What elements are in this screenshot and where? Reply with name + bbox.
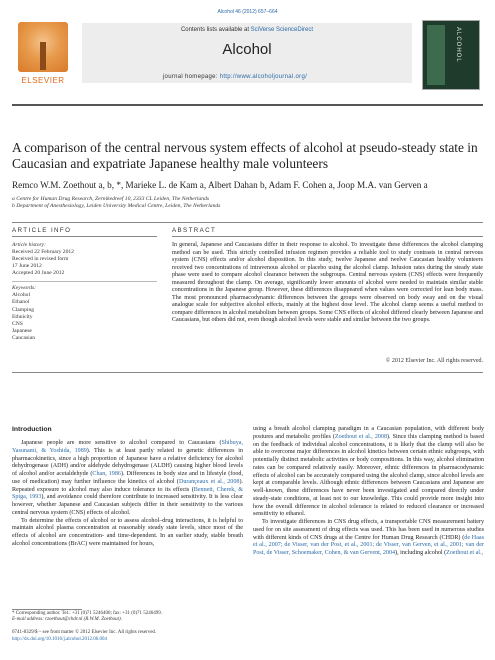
keywords-block (12, 285, 157, 343)
abstract-copyright: © 2012 Elsevier Inc. All rights reserved. (385, 358, 483, 364)
text-run: ), and avoidance could therefore contribute to increased sensitivity. It is less clear however, whether Japanese and Caucasian subjects differ in their sensitivity to the various central nervous system (CNS) effects of alcohol. (12, 494, 243, 516)
reference-link[interactable]: Zoethout et al., 2008 (334, 433, 388, 440)
article-info-label: ARTICLE INFO (12, 227, 72, 234)
corresponding-author-note: * Corresponding author. Tel.: +31 (0)71 5246400; fax: +31 (0)71 5246499. (12, 611, 163, 616)
intro-paragraph-2: To determine the effects of alcohol or to assess alcohol–drug interactions, it is helpful to maintain alcohol plasma concentration at reasonably steady state levels, since most of the effects of alcohol are concentration- and time-dependent. In an earlier study, stable breath alcohol concentrations (BrAC) were maintained for hours, (12, 517, 243, 547)
affiliation-b: b Department of Anesthesiology, Leiden University Medical Centre, Leiden, The Netherlands (12, 203, 221, 209)
reference-link[interactable]: Shibuya, Yasunami, & Yoshida, 1989 (12, 440, 243, 454)
elsevier-tree-icon (18, 22, 68, 72)
history-label: Article history: (12, 242, 47, 248)
keyword-item: Ethanol (12, 299, 30, 306)
cover-title: ALCOHOL (455, 27, 461, 63)
text-run: Japanese people are more sensitive to alcohol compared to Caucasians ( (21, 440, 222, 446)
keyword-item: Clamping (12, 306, 35, 313)
text-run: using a breath alcohol clamping paradigm in a Caucasian population, with different body postures and metabolic profiles ( (253, 426, 484, 440)
section-divider-bottom (12, 372, 483, 373)
article-history (12, 242, 157, 277)
contents-line (82, 27, 412, 33)
issn-line: 0741-8329/$ – see front matter © 2012 Elsevier Inc. All rights reserved. (12, 630, 157, 635)
reference-link[interactable]: de Haas et al., 2007; de Visser, van der Post, et al., 2001; de Visser, van Gerven, et al., 2001; van der Post, de Visser, Schoemaker, Cohen, & van Gervent, 2004 (253, 534, 484, 556)
reference-link[interactable]: Chan, 1986 (92, 471, 121, 477)
journal-name: Alcohol (222, 41, 272, 58)
text-run: To investigate differences in CNS drug effects, a transportable CNS measurement battery used for on site assessment of drug effects was used. This has been used in numerous studies with different kinds of CNS drugs at the Centre for Human Drug Research (CHDR) ( (253, 519, 484, 541)
text-run: ). Differences in body size and in lifestyle (food, use of medication) may further influence the kinetics of alcohol ( (12, 471, 243, 485)
author-email[interactable]: E-mail address: rzoethout@chdr.nl (R.W.M. Zoethout). (12, 617, 122, 622)
text-run: ), including alcohol ( (395, 550, 447, 556)
abstract-divider (172, 236, 483, 237)
text-run: ). This is at least partly related to genetic differences in pharmacokinetics, since a high proportion of Japanese have a relative deficiency for alcohol dehydrogenase (ADH) and/or aldehyde dehydrogenase (ALDH) causing higher blood levels of alcohol and/or acetaldehyde ( (12, 447, 243, 477)
info-divider (12, 236, 157, 237)
received-date: Received 22 February 2012 (12, 249, 74, 255)
keyword-item: Japanese (12, 328, 32, 335)
abstract-label: ABSTRACT (172, 227, 217, 234)
body-column-right (253, 426, 484, 558)
keywords-label: Keywords: (12, 285, 37, 291)
header-divider (12, 104, 483, 106)
intro-paragraph-1 (12, 440, 243, 518)
reference-link[interactable]: Zoethout et al., (446, 550, 484, 556)
reference-link[interactable]: Durançeaux et al., 2008 (178, 478, 240, 485)
publisher-name: ELSEVIER (21, 76, 65, 85)
keywords-divider (12, 281, 157, 282)
text-run: ). Repeated exposure to alcohol may also induce tolerance to its effects ( (12, 478, 243, 493)
homepage-line (70, 74, 400, 80)
homepage-link[interactable]: http://www.alcoholjournal.org/ (219, 74, 308, 80)
homepage-prefix: journal homepage: (162, 74, 220, 80)
journal-citation[interactable]: Alcohol 46 (2012) 657–664 (217, 9, 278, 15)
intro-paragraph-4 (253, 519, 484, 558)
text-run: ). Since this clamping method is based on the feedback of individual alcohol concentrations, it is likely that the clamp will also be able to overcome major differences in alcohol kinetics between certain ethnic subgroups, with potentially distinct metabolic activities or body compositions. In this way, alcohol elimination rates can be compared relatively easily. Moreover, ethnic differences in pharmacodynamic effects of alcohol can be accurately compared using the alcohol clamp, since alcohol levels are kept at comparable levels. Although ethnic differences between Caucasians and Japanese are well-known, these differences have never been investigated and compared directly under steady-state conditions, at least not to our knowledge. This could provide more insight into how the overall difference in alcohol tolerance is related to reduced clearance or increased sensitivity to ethanol. (253, 433, 484, 518)
keyword-item: Ethnicity (12, 313, 33, 320)
journal-cover-image[interactable] (422, 20, 480, 90)
journal-header (12, 20, 483, 116)
article-title: A comparison of the central nervous system effects of alcohol at pseudo-steady state in Caucasian and expatriate Japanese healthy male volunteers (12, 140, 478, 171)
elsevier-logo[interactable] (12, 22, 74, 90)
sciencedirect-link[interactable]: SciVerse ScienceDirect (250, 27, 314, 33)
introduction-heading: Introduction (12, 426, 52, 433)
keyword-item: CNS (12, 321, 23, 328)
keyword-item: Caucasian (12, 335, 35, 342)
cover-band (427, 25, 445, 85)
abstract-text: In general, Japanese and Caucasians differ in their response to alcohol. To investigate these differences the alcohol clamping method can be used. This strictly controlled infusion regimen provides a reliable tool to study contrasts in central nervous system (CNS) effects and/or alcohol disposition. In this study, twelve Japanese and twelve Caucasian healthy volunteers received two concentrations of intravenous alcohol or placebo using the alcohol clamp. Infusion rates during the steady state phase were used to compare alcohol clearance between the subgroups. Central nervous system (CNS) effects were frequently measured throughout the clamp. On average, significantly lower amounts of alcohol were needed to maintain similar stable concentrations in the Japanese group. However, these differences disappeared when values were corrected for lean body mass. The most pronounced pharmacodynamic differences between the groups were observed on body sway and on the visual analogue scale for subjective alcohol effects, mainly at the highest dose level. The alcohol clamp seems a useful method to compare differences in alcohol metabolism between groups. Some CNS effects of alcohol differed clearly between Japanese and Caucasians, but others did not, even though alcohol levels were stable and similar between the two groups. (172, 242, 483, 324)
accepted-date: Accepted 20 June 2012 (12, 270, 65, 276)
affiliation-a: a Centre for Human Drug Research, Zernikedreef 10, 2333 CL Leiden, The Netherlands (12, 196, 210, 202)
footnote-divider (12, 609, 82, 610)
revised-label: Received in revised form (12, 256, 69, 262)
author-list: Remco W.M. Zoethout a, b, *, Marieke L. de Kam a, Albert Dahan b, Adam F. Cohen a, Joop M.A. van Gerven a (12, 180, 428, 190)
body-column-left (12, 440, 243, 549)
revised-date: 17 June 2012 (12, 263, 42, 269)
keyword-item: Alcohol (12, 292, 31, 299)
contents-prefix: Contents lists available at (180, 27, 251, 33)
doi-link[interactable]: http://dx.doi.org/10.1016/j.alcohol.2012.06.004 (12, 637, 108, 642)
reference-link[interactable]: Bennett, Cherek, & Spiga, 1993 (12, 486, 243, 501)
intro-paragraph-3 (253, 426, 484, 519)
section-divider-top (12, 222, 483, 223)
